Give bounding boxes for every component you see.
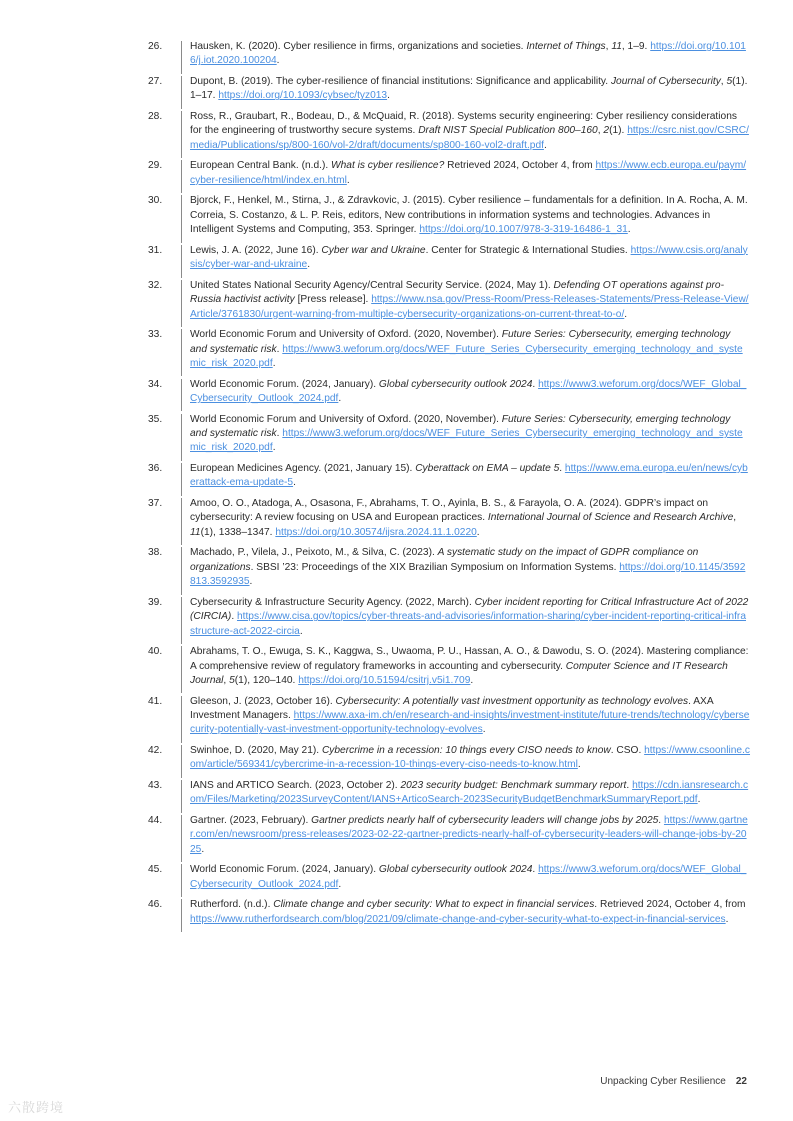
reference-segment: World Economic Forum. (2024, January). xyxy=(190,864,379,876)
reference-segment: Amoo, O. O., Atadoga, A., Osasona, F., Abrahams, T. O., Ayinla, B. S., & Farayola, O. A. (2024). GDPR’s impact on cybersecurity: A review focusing on USA and European practices. xyxy=(190,498,709,524)
reference-item xyxy=(150,779,750,808)
reference-text xyxy=(190,779,750,808)
reference-number: 28. xyxy=(148,111,163,122)
reference-segment: . xyxy=(231,611,237,623)
reference-segment: . xyxy=(624,308,628,320)
reference-number: 35. xyxy=(148,413,163,425)
reference-item xyxy=(150,596,750,639)
page-footer xyxy=(600,1076,747,1087)
reference-link[interactable]: https://www.ema.europa.eu/en/news/cyberattack-ema-update-5 xyxy=(190,463,748,489)
reference-segment: Cybersecurity & Infrastructure Security Agency. (2022, March). xyxy=(190,596,475,608)
reference-segment: Machado, P., Vilela, J., Peixoto, M., & Silva, C. (2023). xyxy=(190,547,438,559)
reference-number: 46. xyxy=(148,899,163,911)
reference-rule xyxy=(181,745,182,778)
reference-link[interactable]: https://cdn.iansresearch.com/Files/Marketing/2023SurveyContent/IANS+ArticoSearch-2023SecurityBudgetBenchmarkSummaryReport.pdf xyxy=(190,780,749,806)
reference-segment: . xyxy=(532,378,539,390)
reference-rule xyxy=(181,280,182,327)
reference-text xyxy=(190,40,750,69)
reference-title: International Journal of Science and Research Archive xyxy=(487,512,734,524)
reference-list xyxy=(150,40,750,933)
reference-segment: , xyxy=(605,41,612,52)
reference-segment: . xyxy=(532,864,539,876)
reference-title: Draft NIST Special Publication 800–160 xyxy=(418,125,598,137)
reference-segment: World Economic Forum and University of Oxford. (2020, November). xyxy=(190,329,502,341)
reference-link[interactable]: https://www3.weforum.org/docs/WEF_Global_Cybersecurity_Outlook_2024.pdf xyxy=(190,864,747,890)
reference-title: Future Series: Cybersecurity, emerging technology and systematic risk xyxy=(190,329,731,355)
reference-segment: . xyxy=(299,625,303,637)
reference-rule xyxy=(181,111,182,158)
reference-link[interactable]: https://www.axa-im.ch/en/research-and-insights/investment-institute/future-trends/technology/cybersecurity-potentially-vast-investment-opportunity-technology-evolves xyxy=(190,710,750,736)
reference-segment: Rutherford. (n.d.). xyxy=(190,899,274,911)
reference-text xyxy=(190,194,750,237)
reference-title: Global cybersecurity outlook 2024 xyxy=(378,864,533,876)
reference-segment: Gleeson, J. (2023, October 16). xyxy=(190,695,336,707)
reference-number: 45. xyxy=(148,864,163,876)
reference-item xyxy=(150,814,750,857)
reference-item xyxy=(150,279,750,322)
reference-segment: . xyxy=(577,759,581,771)
reference-title: A systematic study on the impact of GDPR compliance on organizations xyxy=(190,547,699,573)
reference-title: 2 xyxy=(603,125,610,137)
reference-rule xyxy=(181,76,182,109)
reference-item xyxy=(150,159,750,188)
reference-segment: . xyxy=(559,463,565,475)
reference-link[interactable]: https://csrc.nist.gov/CSRC/media/Publications/sp/800-160/vol-2/draft/documents/sp800-160-vol2-draft.pdf xyxy=(190,125,749,151)
reference-segment: European Medicines Agency. (2021, January 15). xyxy=(190,463,416,475)
reference-segment: . xyxy=(346,174,350,186)
reference-segment: . xyxy=(276,343,283,355)
reference-segment: . CSO. xyxy=(610,745,645,757)
reference-item xyxy=(150,378,750,407)
reference-number: 27. xyxy=(148,76,163,87)
reference-rule xyxy=(181,329,182,376)
reference-item xyxy=(150,244,750,273)
reference-segment: Swinhoe, D. (2020, May 21). xyxy=(190,745,322,757)
reference-title: Cybercrime in a recession: 10 things every CISO needs to know xyxy=(321,745,611,757)
reference-text xyxy=(190,328,750,371)
reference-item xyxy=(150,695,750,738)
reference-text xyxy=(190,279,750,322)
reference-item xyxy=(150,462,750,491)
reference-number: 32. xyxy=(148,279,163,291)
reference-link[interactable]: https://doi.org/10.1007/978-3-319-16486-1_31 xyxy=(419,224,628,236)
reference-title: Computer Science and IT Research Journal xyxy=(190,660,728,687)
reference-item xyxy=(150,497,750,540)
reference-rule xyxy=(181,864,182,897)
reference-text xyxy=(190,863,750,892)
reference-link[interactable]: https://www.nsa.gov/Press-Room/Press-Releases-Statements/Press-Release-View/Article/3761830/urgent-warning-from-multiple-cybersecurity-organizations-on-current-threat-to-o/ xyxy=(190,294,749,320)
reference-segment: . xyxy=(627,224,631,236)
reference-item xyxy=(150,898,750,927)
reference-title: Gartner predicts nearly half of cybersecurity leaders will change jobs by 2025 xyxy=(311,815,659,827)
reference-title: 11 xyxy=(190,526,201,538)
reference-text xyxy=(190,546,750,589)
reference-number: 40. xyxy=(148,646,163,658)
reference-segment: . xyxy=(293,477,296,489)
reference-title: Global cybersecurity outlook 2024 xyxy=(378,378,533,390)
reference-rule xyxy=(181,815,182,862)
reference-link[interactable]: https://www.ecb.europa.eu/paym/cyber-resilience/html/index.en.html xyxy=(190,160,747,186)
reference-number: 37. xyxy=(148,498,163,510)
reference-item xyxy=(150,194,750,237)
reference-link[interactable]: https://doi.org/10.1093/cybsec/tyz013 xyxy=(218,90,388,102)
reference-rule xyxy=(181,414,182,461)
reference-rule xyxy=(181,597,182,644)
reference-segment: . xyxy=(658,815,664,827)
reference-title: 5 xyxy=(229,675,235,687)
reference-rule xyxy=(181,547,182,594)
reference-text xyxy=(190,645,750,688)
reference-segment: European Central Bank. (n.d.). xyxy=(190,160,332,172)
reference-segment: . xyxy=(249,576,253,588)
reference-item xyxy=(150,40,750,69)
reference-text xyxy=(190,462,750,491)
reference-text xyxy=(190,814,750,857)
reference-link[interactable]: https://www.rutherfordsearch.com/blog/2021/09/climate-change-and-cyber-security-what-to-expect-in-financial-services xyxy=(190,913,726,925)
reference-item xyxy=(150,863,750,892)
reference-item xyxy=(150,645,750,688)
reference-segment: Dupont, B. (2019). The cyber-resilience of financial institutions: Significance and applicability. xyxy=(190,76,611,87)
reference-link[interactable]: https://doi.org/10.1145/3592813.3592935 xyxy=(190,561,746,588)
reference-segment: United States National Security Agency/Central Security Service. (2024, May 1). xyxy=(190,279,554,291)
reference-segment: Gartner. (2023, February). xyxy=(190,815,312,827)
reference-title: Cybersecurity: A potentially vast investment opportunity as technology evolves xyxy=(335,695,689,707)
reference-segment: . xyxy=(338,878,342,890)
reference-title: Future Series: Cybersecurity, emerging technology and systematic risk xyxy=(190,413,731,440)
reference-link[interactable]: https://doi.org/10.1016/j.iot.2020.100204 xyxy=(190,41,746,67)
reference-text xyxy=(190,413,750,456)
reference-title: 5 xyxy=(726,76,733,87)
reference-title: Defending OT operations against pro-Russia hactivist activity xyxy=(190,279,724,306)
reference-item xyxy=(150,744,750,773)
reference-segment: . AXA Investment Managers. xyxy=(190,695,714,722)
reference-segment: Abrahams, T. O., Ewuga, S. K., Kaggwa, S., Uwaoma, P. U., Hassan, A. O., & Dawodu, S. O. (2024). Mastering compliance: A comprehensive review of regulatory frameworks in accounting and cybersecurity. xyxy=(190,646,749,672)
reference-text xyxy=(190,75,750,104)
reference-number: 31. xyxy=(148,244,163,256)
reference-segment: (1). xyxy=(609,125,628,137)
reference-text xyxy=(190,695,750,738)
reference-segment: . xyxy=(276,55,280,67)
reference-segment: [Press release]. xyxy=(294,294,372,306)
reference-text xyxy=(190,596,750,639)
reference-rule xyxy=(181,696,182,743)
reference-text xyxy=(190,378,750,407)
reference-segment: , xyxy=(720,76,727,87)
reference-segment: . xyxy=(543,139,547,151)
reference-segment: . xyxy=(272,358,276,370)
reference-number: 38. xyxy=(148,547,163,559)
reference-number: 26. xyxy=(148,41,163,52)
reference-text xyxy=(190,744,750,773)
reference-segment: . xyxy=(697,794,701,806)
reference-number: 39. xyxy=(148,596,163,608)
reference-link[interactable]: https://doi.org/10.51594/csitrj.v5i1.709 xyxy=(298,675,471,687)
reference-segment: Bjorck, F., Henkel, M., Stirna, J., & Zdravkovic, J. (2015). Cyber resilience – fundamentals for a definition. In A. Rocha, A. M. Correia, S. Costanzo, & L. P. Reis, editors, New contributions in information systems and technologies. Advances in Intelligent Systems and Computing, 353. Springer. xyxy=(190,195,748,236)
reference-segment: Lewis, J. A. (2022, June 16). xyxy=(190,244,322,256)
reference-segment: Hausken, K. (2020). Cyber resilience in firms, organizations and societies. xyxy=(190,41,527,52)
reference-segment: . xyxy=(387,90,390,102)
reference-segment: . xyxy=(476,526,480,538)
reference-text xyxy=(190,110,750,153)
reference-number: 42. xyxy=(148,745,163,757)
reference-text xyxy=(190,898,750,927)
reference-title: Climate change and cyber security: What to expect in financial services xyxy=(273,899,595,911)
reference-item xyxy=(150,546,750,589)
reference-segment: . Retrieved 2024, October 4, from xyxy=(594,899,746,911)
reference-number: 33. xyxy=(148,329,163,341)
reference-link[interactable]: https://www3.weforum.org/docs/WEF_Future_Series_Cybersecurity_emerging_technology_and_systemic_risk_2020.pdf xyxy=(190,343,743,370)
reference-segment: . Center for Strategic & International Studies. xyxy=(425,244,631,256)
reference-segment: , xyxy=(733,512,737,524)
reference-segment: . xyxy=(626,780,633,792)
footer-title: Unpacking Cyber Resilience xyxy=(600,1076,726,1087)
reference-link[interactable]: https://www3.weforum.org/docs/WEF_Global_Cybersecurity_Outlook_2024.pdf xyxy=(190,378,747,405)
reference-item xyxy=(150,75,750,104)
reference-number: 43. xyxy=(148,780,163,792)
reference-title: Cyber incident reporting for Critical Infrastructure Act of 2022 (CIRCIA) xyxy=(190,596,749,623)
reference-segment: (1), 1338–1347. xyxy=(200,526,276,538)
reference-rule xyxy=(181,160,182,193)
reference-rule xyxy=(181,463,182,496)
reference-segment: , 1–9. xyxy=(621,41,651,52)
reference-segment: Ross, R., Graubart, R., Bodeau, D., & McQuaid, R. (2018). Systems security engineering: Cyber resiliency considerations for the engineering of trustworthy secure systems. xyxy=(190,111,737,137)
reference-segment: , xyxy=(597,125,604,137)
reference-segment: . xyxy=(276,428,283,440)
reference-title: What is cyber resilience? xyxy=(331,160,445,172)
reference-rule xyxy=(181,899,182,932)
reference-link[interactable]: https://www.csoonline.com/article/569341/cybercrime-in-a-recession-10-things-every-ciso-needs-to-know.html xyxy=(190,745,751,771)
reference-segment: World Economic Forum. (2024, January). xyxy=(190,378,379,390)
reference-rule xyxy=(181,498,182,545)
reference-rule xyxy=(181,379,182,412)
reference-segment: IANS and ARTICO Search. (2023, October 2). xyxy=(190,780,401,792)
reference-segment: . SBSI ’23: Proceedings of the XIX Brazilian Symposium on Information Systems. xyxy=(250,561,620,573)
reference-text xyxy=(190,159,750,188)
reference-number: 44. xyxy=(148,815,163,827)
reference-title: 2023 security budget: Benchmark summary report xyxy=(400,780,627,792)
reference-segment: . xyxy=(201,843,205,855)
reference-link[interactable]: https://www3.weforum.org/docs/WEF_Future_Series_Cybersecurity_emerging_technology_and_systemic_risk_2020.pdf xyxy=(190,428,743,454)
reference-link[interactable]: https://doi.org/10.30574/ijsra.2024.11.1.0220 xyxy=(275,526,477,538)
page-number: 22 xyxy=(735,1076,747,1087)
reference-title: Cyberattack on EMA – update 5 xyxy=(415,463,560,475)
reference-segment: (1). 1–17. xyxy=(190,76,748,102)
reference-rule xyxy=(181,245,182,278)
reference-segment: , xyxy=(223,675,230,687)
reference-segment: . xyxy=(307,259,311,271)
reference-title: 11 xyxy=(611,41,622,52)
reference-number: 34. xyxy=(148,378,163,390)
reference-title: Internet of Things xyxy=(526,41,606,52)
reference-link[interactable]: https://www.gartner.com/en/newsroom/press-releases/2023-02-22-gartner-predicts-nearly-half-of-cybersecurity-leaders-will-change-jobs-by-2025 xyxy=(190,815,748,855)
reference-rule xyxy=(181,780,182,813)
reference-text xyxy=(190,244,750,273)
reference-number: 29. xyxy=(148,160,163,172)
reference-segment: . xyxy=(272,442,276,454)
reference-segment: . xyxy=(725,913,729,925)
reference-link[interactable]: https://www.csis.org/analysis/cyber-war-and-ukraine xyxy=(190,244,748,271)
watermark-logo: 六散跨境 xyxy=(8,1100,65,1115)
reference-text xyxy=(190,497,750,540)
reference-number: 30. xyxy=(148,195,163,207)
reference-segment: . xyxy=(338,393,342,405)
reference-rule xyxy=(181,646,182,693)
reference-segment: . xyxy=(482,724,486,736)
reference-link[interactable]: https://www.cisa.gov/topics/cyber-threats-and-advisories/information-sharing/cyber-incident-reporting-critical-infrastructure-act-2022-circia xyxy=(190,611,746,637)
reference-number: 41. xyxy=(148,695,163,707)
reference-rule xyxy=(181,195,182,242)
reference-title: Cyber war and Ukraine xyxy=(321,244,426,256)
reference-title: Journal of Cybersecurity xyxy=(610,76,721,87)
reference-item xyxy=(150,110,750,153)
reference-rule xyxy=(181,41,182,74)
reference-segment: . xyxy=(470,675,474,687)
reference-item xyxy=(150,328,750,371)
reference-number: 36. xyxy=(148,463,163,475)
reference-segment: Retrieved 2024, October 4, from xyxy=(444,160,596,172)
reference-segment: (1), 120–140. xyxy=(234,675,299,687)
reference-segment: World Economic Forum and University of Oxford. (2020, November). xyxy=(190,413,502,425)
reference-item xyxy=(150,413,750,456)
